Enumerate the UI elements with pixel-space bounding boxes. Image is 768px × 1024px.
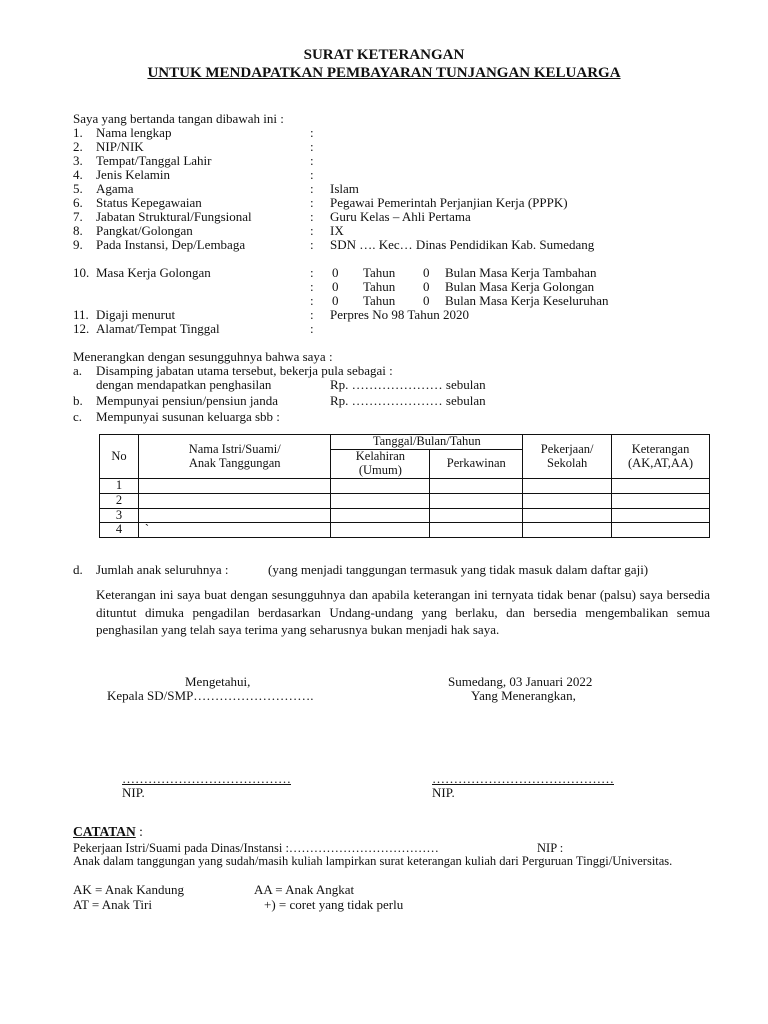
field-sep: : (310, 265, 314, 280)
field-label-jabatan: Jabatan Struktural/Fungsional (96, 209, 252, 224)
row-note (612, 479, 710, 494)
row-job (523, 493, 612, 508)
field-num: 9. (73, 237, 83, 252)
sign-left-heading: Mengetahui, (185, 674, 251, 689)
item-num: b. (73, 393, 83, 408)
row-name (138, 479, 331, 494)
field-sep: : (310, 321, 314, 336)
row-note (612, 523, 710, 538)
field-num: 6. (73, 195, 83, 210)
row-birth (331, 493, 430, 508)
row-no: 4 (100, 523, 139, 538)
row-marriage (430, 479, 523, 494)
jumlah-anak-note: (yang menjadi tanggungan termasuk yang tidak masuk dalam daftar gaji) (268, 562, 649, 577)
header-job (523, 435, 612, 479)
field-sep: : (310, 279, 314, 294)
field-num: 1. (73, 125, 83, 140)
field-label-alamat: Alamat/Tempat Tinggal (96, 321, 220, 336)
field-sep: : (310, 237, 314, 252)
masa-months: 0 (423, 265, 430, 280)
header-date: Tanggal/Bulan/Tahun (331, 435, 523, 450)
row-marriage (430, 493, 523, 508)
field-sep: : (310, 167, 314, 182)
masa-desc: Bulan Masa Kerja Tambahan (445, 265, 597, 280)
header-job-line2: Sekolah (547, 455, 588, 470)
field-num: 5. (73, 181, 83, 196)
statement-a-amount: Rp. ………………… sebulan (330, 377, 486, 392)
catatan-colon: : (139, 824, 143, 839)
field-sep: : (310, 223, 314, 238)
row-marriage (430, 523, 523, 538)
field-value-pangkat: IX (330, 223, 344, 238)
catatan-nip: NIP : (537, 841, 564, 855)
field-num: 2. (73, 139, 83, 154)
catatan-kuliah: Anak dalam tanggungan yang sudah/masih kuliah lampirkan surat keterangan kuliah dari Perguruan Tinggi/Universitas. (73, 854, 673, 868)
table-row (100, 508, 710, 523)
row-name: ` (138, 523, 331, 538)
field-sep: : (310, 293, 314, 308)
catatan-ak: AK = Anak Kandung (73, 882, 184, 897)
statement-b: Mempunyai pensiun/pensiun janda (96, 393, 278, 408)
header-job-line1: Pekerjaan/ (540, 441, 594, 456)
masa-tahun: Tahun (363, 279, 396, 294)
field-label-masa-kerja: Masa Kerja Golongan (96, 265, 211, 280)
row-no: 3 (100, 508, 139, 523)
document-title: SURAT KETERANGAN (303, 47, 465, 63)
field-num: 10. (73, 265, 90, 280)
field-label-ttl: Tempat/Tanggal Lahir (96, 153, 212, 168)
catatan-aa: AA = Anak Angkat (254, 882, 355, 897)
sign-right-nip: NIP. (432, 785, 455, 800)
field-value-agama: Islam (330, 181, 359, 196)
statement-b-amount: Rp. ………………… sebulan (330, 393, 486, 408)
field-num: 8. (73, 223, 83, 238)
row-job (523, 523, 612, 538)
field-sep: : (310, 139, 314, 154)
field-label-agama: Agama (96, 181, 134, 196)
closing-paragraph: Keterangan ini saya buat dengan sesungguhnya dan apabila keterangan ini ternyata tidak benar (palsu) saya bersedia dituntut dimuka pengadilan berdasarkan Undang-undang yang berlaku, dan bersedia mengembalikan semua penghasilan yang telah saya terima yang seharusnya bukan menjadi hak saya. (96, 587, 710, 638)
row-name (138, 508, 331, 523)
sign-right-title: Yang Menerangkan, (471, 688, 576, 703)
header-no: No (100, 435, 139, 479)
row-note (612, 493, 710, 508)
row-job (523, 479, 612, 494)
field-value-jabatan: Guru Kelas – Ahli Pertama (330, 209, 471, 224)
catatan-heading (73, 825, 143, 839)
header-marriage: Perkawinan (430, 450, 523, 479)
family-table (99, 434, 710, 538)
masa-months: 0 (423, 293, 430, 308)
field-label-gender: Jenis Kelamin (96, 167, 171, 182)
header-name-line1: Nama Istri/Suami/ (188, 441, 281, 456)
header-name (138, 435, 331, 479)
row-birth (331, 479, 430, 494)
field-num: 11. (73, 307, 89, 322)
row-job (523, 508, 612, 523)
header-birth (331, 450, 430, 479)
field-sep: : (310, 153, 314, 168)
field-label-nip: NIP/NIK (96, 139, 144, 154)
field-value-status: Pegawai Pemerintah Perjanjian Kerja (PPPK) (330, 195, 568, 210)
sign-left-nip: NIP. (122, 785, 145, 800)
field-value-instansi: SDN …. Kec… Dinas Pendidikan Kab. Sumedang (330, 237, 595, 252)
table-row (100, 493, 710, 508)
field-label-nama: Nama lengkap (96, 125, 172, 140)
row-note (612, 508, 710, 523)
masa-tahun: Tahun (363, 265, 396, 280)
header-birth-line2: (Umum) (358, 463, 402, 477)
masa-years: 0 (332, 265, 339, 280)
masa-tahun: Tahun (363, 293, 396, 308)
header-name-line2: Anak Tanggungan (188, 455, 281, 470)
field-sep: : (310, 181, 314, 196)
header-birth-line1: Kelahiran (355, 449, 406, 464)
statement-c: Mempunyai susunan keluarga sbb : (96, 409, 280, 424)
field-num: 3. (73, 153, 83, 168)
document-subtitle: UNTUK MENDAPATKAN PEMBAYARAN TUNJANGAN KELUARGA (147, 65, 621, 81)
field-sep: : (310, 195, 314, 210)
field-value-digaji: Perpres No 98 Tahun 2020 (330, 307, 469, 322)
field-label-digaji: Digaji menurut (96, 307, 176, 322)
statement-a-sub: dengan mendapatkan penghasilan (96, 377, 272, 392)
sign-right-date: Sumedang, 03 Januari 2022 (448, 674, 593, 689)
statement-a: Disamping jabatan utama tersebut, bekerja pula sebagai : (96, 363, 393, 378)
masa-months: 0 (423, 279, 430, 294)
item-num: c. (73, 409, 83, 424)
masa-desc: Bulan Masa Kerja Keseluruhan (445, 293, 609, 308)
intro-text: Saya yang bertanda tangan dibawah ini : (73, 111, 284, 126)
item-num: a. (73, 363, 83, 378)
sign-left-title: Kepala SD/SMP………………………. (107, 688, 314, 703)
sign-right-line: …………………………………… (432, 771, 614, 786)
field-sep: : (310, 209, 314, 224)
table-row (100, 523, 710, 538)
catatan-pekerjaan: Pekerjaan Istri/Suami pada Dinas/Instansi :……………………………… (73, 841, 439, 855)
catatan-heading-text: CATATAN (73, 824, 136, 839)
header-note (612, 435, 710, 479)
field-label-instansi: Pada Instansi, Dep/Lembaga (96, 237, 246, 252)
header-note-line1: Keterangan (631, 441, 690, 456)
field-sep: : (310, 125, 314, 140)
table-row (100, 479, 710, 494)
catatan-coret: +) = coret yang tidak perlu (264, 897, 404, 912)
field-label-status: Status Kepegawaian (96, 195, 202, 210)
row-birth (331, 508, 430, 523)
masa-years: 0 (332, 293, 339, 308)
statement-lead: Menerangkan dengan sesungguhnya bahwa saya : (73, 349, 333, 364)
sign-left-line: ………………………………… (122, 771, 291, 786)
row-no: 1 (100, 479, 139, 494)
field-num: 4. (73, 167, 83, 182)
row-marriage (430, 508, 523, 523)
field-num: 12. (73, 321, 90, 336)
field-sep: : (310, 307, 314, 322)
masa-desc: Bulan Masa Kerja Golongan (445, 279, 595, 294)
field-num: 7. (73, 209, 83, 224)
jumlah-anak-label: Jumlah anak seluruhnya : (96, 562, 229, 577)
row-birth (331, 523, 430, 538)
item-num: d. (73, 562, 83, 577)
header-note-line2: (AK,AT,AA) (628, 455, 694, 470)
masa-years: 0 (332, 279, 339, 294)
field-label-pangkat: Pangkat/Golongan (96, 223, 193, 238)
catatan-at: AT = Anak Tiri (73, 897, 152, 912)
row-name (138, 493, 331, 508)
row-no: 2 (100, 493, 139, 508)
